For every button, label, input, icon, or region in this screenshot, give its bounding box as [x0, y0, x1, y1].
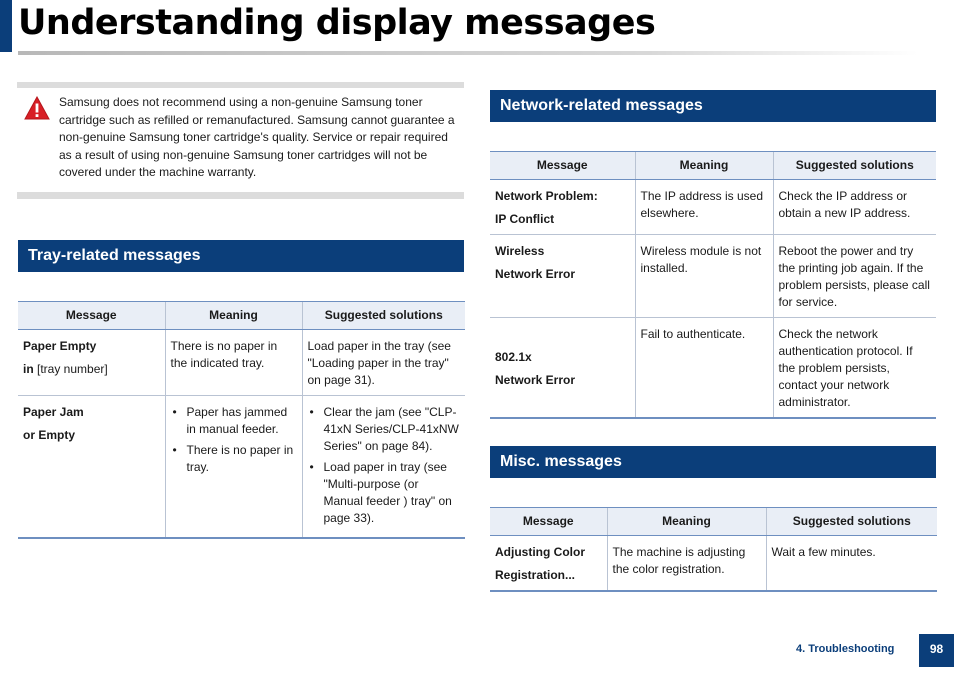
misc-section-heading: Misc. messages — [490, 446, 936, 478]
column-header: Meaning — [607, 508, 766, 536]
message-cell — [490, 235, 635, 318]
message-text: 802.1x — [495, 349, 532, 364]
message-cell — [490, 180, 635, 235]
message-text: Adjusting Color — [495, 545, 585, 559]
page-title: Understanding display messages — [18, 3, 656, 43]
column-header: Message — [490, 508, 607, 536]
solution-cell: Check the network authentication protocol. If the problem persists, contact your network administrator. — [773, 318, 936, 419]
meaning-list — [171, 404, 297, 476]
network-messages-table — [490, 151, 936, 419]
table-row — [490, 235, 936, 318]
solution-list — [308, 404, 461, 527]
title-divider — [18, 51, 918, 55]
message-text: IP Conflict — [495, 212, 555, 226]
table-header-row — [490, 152, 936, 180]
meaning-cell: The IP address is used elsewhere. — [635, 180, 773, 235]
solution-cell: Load paper in the tray (see "Loading paper in the tray" on page 31). — [302, 330, 465, 396]
message-text: Network Problem: — [495, 189, 598, 203]
column-header: Message — [18, 302, 165, 330]
message-cell — [490, 536, 607, 592]
message-text: Wireless — [495, 244, 545, 258]
misc-messages-table — [490, 507, 937, 592]
tray-messages-table — [18, 301, 465, 539]
page-number: 98 — [919, 634, 954, 667]
message-text: Paper Jam — [23, 405, 84, 419]
network-section-heading: Network-related messages — [490, 90, 936, 122]
list-item: • Clear the jam (see "CLP-41xN Series/CLP-41xNW Series" on page 84). — [308, 404, 461, 455]
chapter-label: 4. Troubleshooting — [796, 643, 895, 655]
message-text: Network Error — [495, 267, 576, 281]
column-header: Suggested solutions — [302, 302, 465, 330]
column-header: Meaning — [165, 302, 302, 330]
table-header-row — [18, 302, 465, 330]
message-cell — [18, 396, 165, 539]
meaning-cell: The machine is adjusting the color registration. — [607, 536, 766, 592]
meaning-cell: There is no paper in the indicated tray. — [165, 330, 302, 396]
list-item: • There is no paper in tray. — [171, 442, 297, 476]
message-text: Paper Empty — [23, 339, 97, 353]
solution-cell: Reboot the power and try the printing job again. If the problem persists, please call for service. — [773, 235, 936, 318]
table-row — [490, 180, 936, 235]
solution-cell: Wait a few minutes. — [766, 536, 937, 592]
message-text: in [tray number] — [23, 362, 108, 376]
list-item: • Load paper in tray (see "Multi-purpose (or Manual feeder ) tray" on page 33). — [308, 459, 461, 527]
column-header: Message — [490, 152, 635, 180]
message-text: or Empty — [23, 428, 76, 442]
warning-text: Samsung does not recommend using a non-genuine Samsung toner cartridge such as refilled or remanufactured. Samsung cannot guarantee a non-genuine Samsung toner cartridge's quality. Service or repair required as a result of using non-genuine Samsung toner cartridges will not be covered under the machine warranty. — [59, 95, 455, 180]
accent-bar — [0, 0, 12, 52]
solution-cell: Check the IP address or obtain a new IP address. — [773, 180, 936, 235]
meaning-cell — [165, 396, 302, 539]
warning-triangle-icon — [24, 96, 50, 120]
column-header: Suggested solutions — [773, 152, 936, 180]
list-item: • Paper has jammed in manual feeder. — [171, 404, 297, 438]
table-row — [18, 330, 465, 396]
column-header: Suggested solutions — [766, 508, 937, 536]
table-row — [490, 318, 936, 419]
meaning-cell: Fail to authenticate. — [635, 318, 773, 419]
message-text: Registration... — [495, 568, 576, 582]
tray-section-heading: Tray-related messages — [18, 240, 464, 272]
meaning-cell: Wireless module is not installed. — [635, 235, 773, 318]
column-header: Meaning — [635, 152, 773, 180]
message-cell — [18, 330, 165, 396]
warning-box — [17, 82, 464, 199]
table-row — [490, 536, 937, 592]
message-cell — [490, 318, 635, 419]
table-header-row — [490, 508, 937, 536]
table-row — [18, 396, 465, 539]
message-text: Network Error — [495, 372, 576, 387]
solution-cell — [302, 396, 465, 539]
